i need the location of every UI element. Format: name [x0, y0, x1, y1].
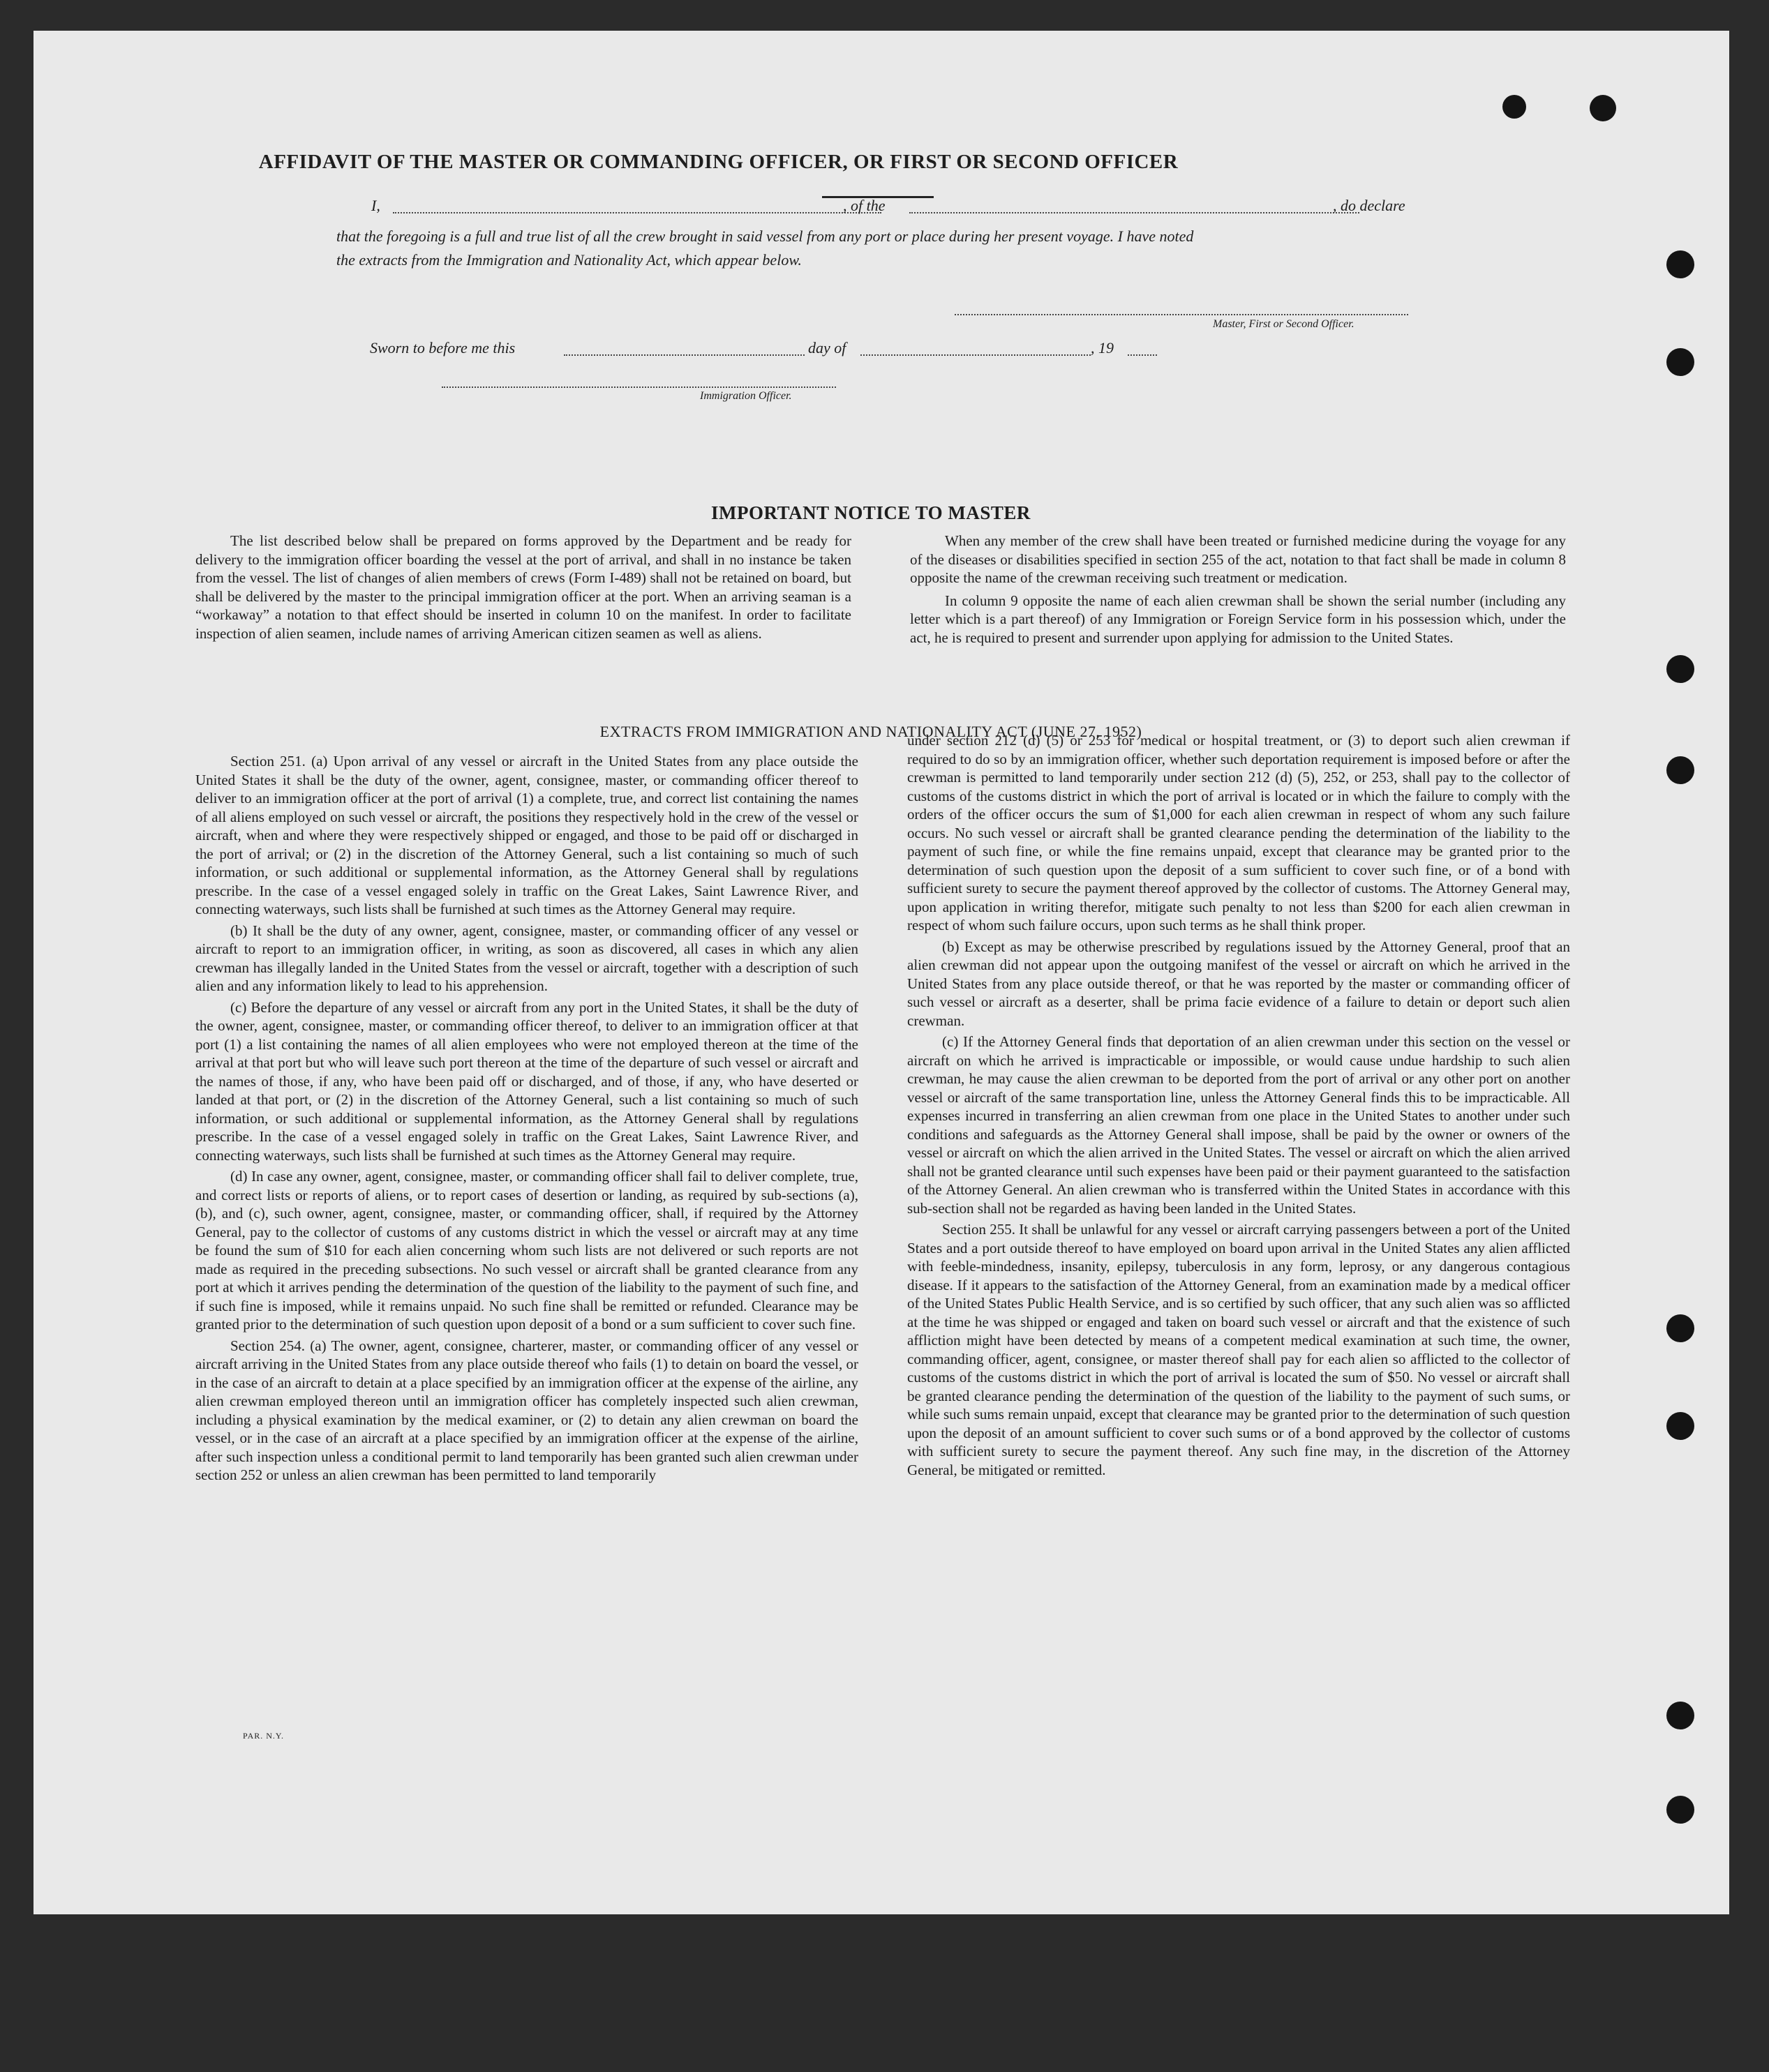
binder-hole-icon [1666, 655, 1694, 683]
declaration-line: that the foregoing is a full and true list of all the crew brought in said vessel from any port or place during her present voyage. I have noted [336, 227, 1194, 245]
affidavit-title: AFFIDAVIT OF THE MASTER OR COMMANDING OFFICER, OR FIRST OR SECOND OFFICER [258, 151, 1179, 173]
notice-paragraph: In column 9 opposite the name of each alien crewman shall be shown the serial number (including any letter which is a part thereof) of any Immigration or Foreign Service form in his possession which, under the act, he is required to present and surrender upon applying for admission to the United States. [910, 592, 1566, 646]
vessel-blank-line [909, 211, 1359, 213]
binder-hole-icon [1666, 756, 1694, 784]
day-of-label: day of [808, 339, 846, 356]
act-section-paragraph: (c) If the Attorney General finds that deportation of an alien crewman under this section on the vessel or aircraft on which he arrived is impracticable or impossible, or would cause undue hardship to such alien crewman, he may cause the alien crewman to be deported from the port of arrival or any other port on another vessel or aircraft of the same transportation line, unless the Attorney General finds this to be impracticable. All expenses incurred in transferring an alien crewman from one place in the United States to another under such conditions and safeguards as the Attorney General shall impose, shall be paid by the owner or owners of the vessel or aircraft on which the alien arrived in the United States. The vessel or aircraft on which the alien arrived shall not be granted clearance until such expenses have been paid or their payment guaranteed to the satisfaction of the Attorney General. An alien crewman who is transferred within the United States in accordance with this sub-section shall not be regarded as having been landed in the United States. [907, 1033, 1570, 1217]
name-blank-line [393, 211, 881, 213]
act-section-paragraph: (d) In case any owner, agent, consignee, master, or commanding officer shall fail to deliver complete, true, and correct lists or reports of aliens, or to report cases of desertion or landing, as required by sub-sections (a), (b), and (c), such owner, agent, consignee, master, or commanding officer, shall, if required by the Attorney General, pay to the collector of customs of any customs district in which the vessel or aircraft may at any time be found the sum of $10 for each alien concerning whom such lists are not delivered or such reports are not made as required in the preceding subsections. No such vessel or aircraft shall be granted clearance from any port at which it arrives pending the determination of the question of the liability to the payment of such fine, and if such fine is imposed, while it remains unpaid. No such fine shall be remitted or refunded. Clearance may be granted prior to the determination of such question upon deposit of a bond or a sum sufficient to cover such fine. [195, 1168, 858, 1332]
year-label: , 19 [1091, 339, 1114, 356]
binder-hole-icon [1666, 348, 1694, 376]
notice-right-column [910, 532, 1566, 647]
of-the-label: , of the [843, 197, 886, 214]
extracts-left-column [195, 752, 858, 1485]
act-section-paragraph: Section 254. (a) The owner, agent, consignee, charterer, master, or commanding officer of any vessel or aircraft arriving in the United States from any place outside thereof who fails (1) to detain on board the vessel, or in the case of an aircraft to detain at a place specified by an immigration officer at the expense of the airline, any alien crewman employed thereon until an immigration officer has completely inspected such alien crewman, including a physical examination by the medical examiner, or (2) to detain any alien crewman on board the vessel, or in the case of an aircraft at a place specified by an immigration officer at the expense of the airline, after such inspection unless a conditional permit to land temporarily has been granted such alien crewman under section 252 or unless an alien crewman has been permitted to land temporarily [195, 1337, 858, 1483]
master-signature-line [955, 313, 1408, 315]
binder-hole-icon [1502, 95, 1526, 119]
notice-paragraph: The list described below shall be prepared on forms approved by the Department and be ready for delivery to the immigration officer boarding the vessel at the port of arrival, and shall in no instance be taken from the vessel. The list of changes of alien members of crews (Form I-489) shall not be retained on board, but shall be delivered by the master to the principal immigration officer at the port. When an arriving seaman is a “workaway” a notation to that effect should be inserted in column 10 on the manifest. In order to facilitate inspection of alien seamen, include names of arriving American citizen seamen as well as aliens. [195, 532, 851, 642]
extracts-right-column [907, 731, 1570, 1479]
binder-hole-icon [1666, 250, 1694, 278]
sworn-month-blank-line [860, 353, 1091, 356]
binder-hole-icon [1666, 1796, 1694, 1824]
act-section-paragraph: (b) Except as may be otherwise prescribed by regulations issued by the Attorney General, proof that an alien crewman did not appear upon the outgoing manifest of the vessel or aircraft on which he arrived in the United States from any place outside thereof, or that he was reported by the master or commanding officer of such vessel or aircraft as a deserter, shall be prima facie evidence of a failure to detain or deport such alien crewman. [907, 938, 1570, 1029]
notice-left-column [195, 532, 851, 643]
extracts-title: EXTRACTS FROM IMMIGRATION AND NATIONALITY ACT (JUNE 27, 1952) [599, 723, 1142, 740]
printer-mark: PAR. N.Y. [243, 1731, 285, 1741]
officer-signature-label: Immigration Officer. [700, 390, 792, 402]
document-page [33, 31, 1729, 1914]
sworn-day-blank-line [564, 353, 805, 356]
binder-hole-icon [1666, 1314, 1694, 1342]
declaration-line: the extracts from the Immigration and Nationality Act, which appear below. [336, 251, 802, 269]
act-section-paragraph: Section 251. (a) Upon arrival of any vessel or aircraft in the United States from any place outside the United States it shall be the duty of the owner, agent, consignee, master, or commanding officer thereof to deliver to an immigration officer at the port of arrival (1) a complete, true, and correct list containing the names of all aliens employed on such vessel or aircraft, the positions they respectively hold in the crew of the vessel or aircraft, when and where they were respectively shipped or engaged, and those to be paid off or discharged in the port of arrival; or (2) in the discretion of the Attorney General, such a list containing so much of such information, or such additional or supplemental information, as the Attorney General shall by regulations prescribe. In the case of a vessel engaged solely in traffic on the Great Lakes, Saint Lawrence River, and connecting waterways, such lists shall be furnished at such times as the Attorney General may require. [195, 753, 858, 917]
master-signature-label: Master, First or Second Officer. [1213, 318, 1354, 330]
binder-hole-icon [1666, 1702, 1694, 1729]
i-label: I, [371, 197, 380, 214]
notice-paragraph: When any member of the crew shall have been treated or furnished medicine during the voyage for any of the diseases or disabilities specified in section 255 of the act, notation to that fact shall be made in column 8 opposite the name of the crewman receiving such treatment or medication. [910, 532, 1566, 586]
act-section-paragraph: under section 212 (d) (5) or 253 for medical or hospital treatment, or (3) to deport such alien crewman if required to do so by an immigration officer, whether such deportation requirement is imposed before or after the crewman is permitted to land temporarily under section 212 (d) (5), 252, or 253, shall pay to the collector of customs of the customs district in which the port of arrival is located or in which the failure to comply with the orders of the officer occurs the sum of $1,000 for each alien crewman in respect of whom any such failure occurs. No such vessel or aircraft shall be granted clearance pending the determination of the liability to the payment of such fine, or while the fine remains unpaid, except that clearance may be granted prior to the determination of such question upon the deposit of a sum sufficient to cover such fine, or of a bond with sufficient surety to secure the payment thereof approved by the collector of customs. The Attorney General may, upon application in writing therefor, mitigate such penalty to not less than $200 for each alien crewman in respect of whom such failure occurs, upon such terms as he shall think proper. [907, 732, 1570, 933]
binder-hole-icon [1666, 1412, 1694, 1440]
notice-title: IMPORTANT NOTICE TO MASTER [711, 502, 1031, 523]
officer-signature-line [442, 385, 836, 388]
act-section-paragraph: (c) Before the departure of any vessel or aircraft from any port in the United States, it shall be the duty of the owner, agent, consignee, master, or commanding officer thereof, to deliver to an immigration officer at that port (1) a list containing the names of all alien employees who were not employed thereon at the time of the arrival at that port but who will leave such port thereon at the time of the departure of such vessel or aircraft and the names of those, if any, who have been paid off or discharged, and of those, if any, who have deserted or landed at that port, or (2) in the discretion of the Attorney General, such a list containing so much of such information, or such additional or supplemental information, as the Attorney General shall by regulations prescribe. In the case of a vessel engaged solely in traffic on the Great Lakes, Saint Lawrence River, and connecting waterways, such lists shall be furnished at such times as the Attorney General may require. [195, 998, 858, 1164]
act-section-paragraph: Section 255. It shall be unlawful for any vessel or aircraft carrying passengers between a port of the United States and a port outside thereof to have employed on board upon arrival in the United States any alien afflicted with feeble-mindedness, insanity, epilepsy, tuberculosis in any form, leprosy, or any dangerous contagious disease. If it appears to the satisfaction of the Attorney General, from an examination made by a medical officer of the United States Public Health Service, and is so certified by such officer, that any such alien was so afflicted at the time he was shipped or engaged and taken on board such vessel or aircraft and that the existence of such affliction might have been detected by means of a competent medical examination at such time, the owner, commanding officer, agent, consignee, or master thereof shall pay for each alien so afflicted to the collector of customs of the customs district in which the port of arrival is located the sum of $50. No vessel or aircraft shall be granted clearance pending the determination of the question of the liability to the payment of such sums, or while such sums remain unpaid, except that clearance may be granted prior to the determination of such question upon the deposit of an amount sufficient to cover such sums or of a bond approved by the collector of customs with sufficient surety to secure the payment thereof. Any such fine may, in the discretion of the Attorney General, be mitigated or remitted. [907, 1221, 1570, 1478]
act-section-paragraph: (b) It shall be the duty of any owner, agent, consignee, master, or commanding officer of any vessel or aircraft to report to an immigration officer, in writing, as soon as discovered, all cases in which any alien crewman has illegally landed in the United States from the vessel or aircraft, together with a description of such alien and any information likely to lead to his apprehension. [195, 922, 858, 994]
do-declare-label: , do declare [1333, 197, 1405, 214]
sworn-year-blank-line [1128, 353, 1157, 356]
binder-hole-icon [1590, 95, 1616, 121]
sworn-label: Sworn to before me this [370, 339, 516, 356]
